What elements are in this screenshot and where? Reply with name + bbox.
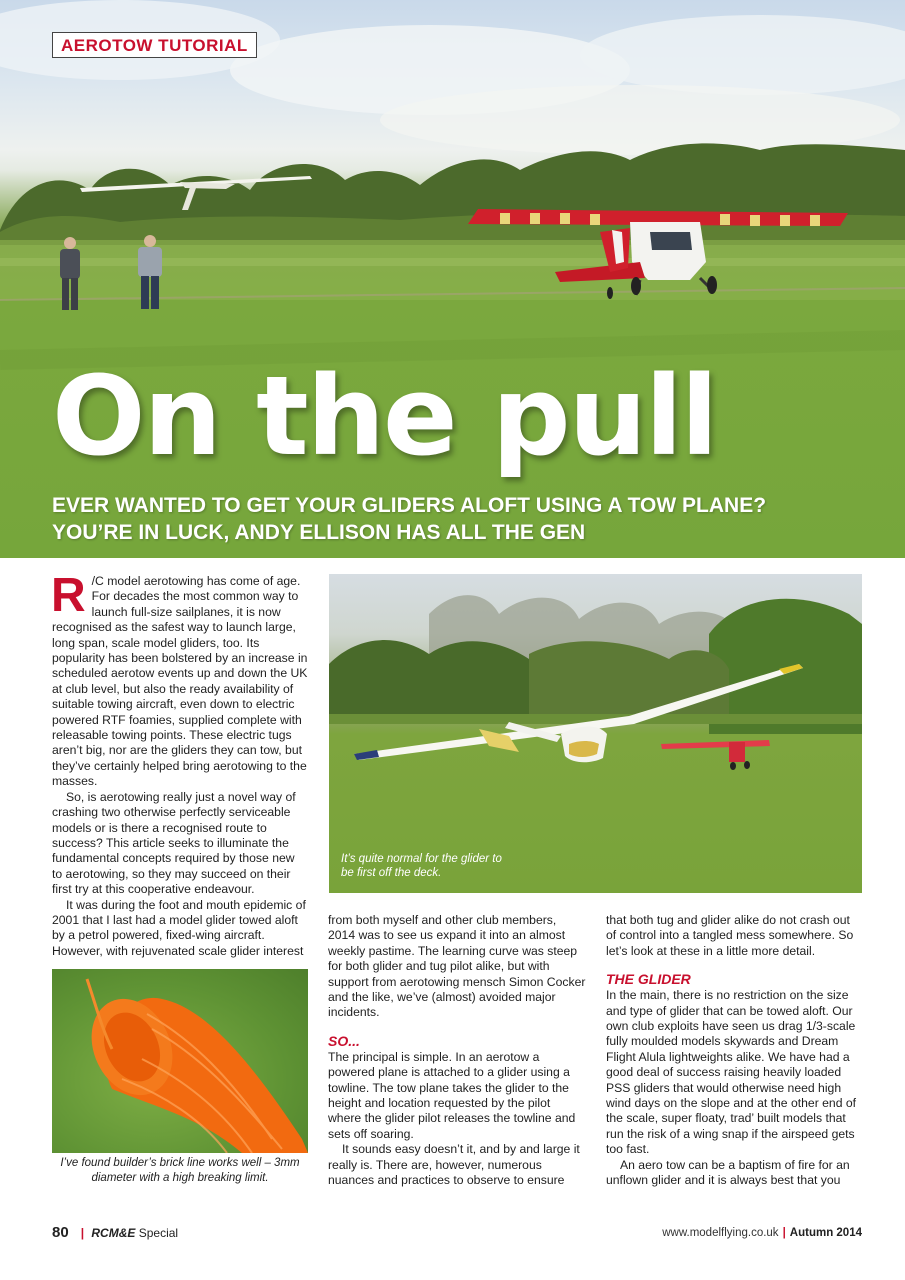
paragraph-6: It sounds easy doesn’t it, and by and large it really is. There are, however, numerous nuances and practices to observe to ensure — [328, 1142, 580, 1188]
footer-right — [662, 1227, 862, 1239]
subhead-so: SO... — [328, 1032, 360, 1049]
body-column-1 — [51, 569, 308, 959]
body-column-3 — [606, 913, 862, 1189]
rope-photo-caption: I’ve found builder’s brick line works well – 3mm diameter with a high breaking limit. — [60, 1157, 300, 1184]
footer-separator-right: | — [782, 1227, 786, 1239]
subhead-the-glider: THE GLIDER — [606, 971, 691, 988]
paragraph-2: So, is aerotowing really just a novel way of crashing two otherwise perfectly serviceable models or is there a recognised route to success? This article seeks to illuminate the fundamental concepts required by those new to aerotowing, so they may succeed on their first try at this cooperative endeavour. — [52, 789, 296, 897]
page-number: 80 — [52, 1224, 69, 1241]
paragraph-4: from both myself and other club members, 2014 was to see us expand it into an almost weekly pastime. The learning curve was steep for both glider and tug pilot alike, but with support from aerotowing mensch Simon Cocker and the like, we’ve (almost) avoided major incidents. — [328, 913, 586, 1020]
footer-left — [52, 1224, 178, 1241]
headline: On the pull — [52, 352, 717, 480]
glider-photo-caption: It’s quite normal for the glider to be first off the deck. — [341, 853, 502, 879]
body-column-2 — [328, 913, 586, 1189]
footer-separator: | — [80, 1226, 85, 1240]
website-url: www.modelflying.co.uk — [662, 1227, 779, 1239]
paragraph-8: In the main, there is no restriction on the size and type of glider that can be towed aloft. Our own club exploits have seen us drag 1/3-scale fully moulded models skywards and Dream Flight Alula lightweights alike. We have had a good deal of success raising heavily loaded PSS gliders that would otherwise need high wind days on the slope and at the other end of the scale, super floaty, trad’ built models that run the risk of a wing snap if the airspeed gets too fast. — [606, 988, 857, 1157]
hero-banner — [0, 0, 905, 558]
distant-tug-shape — [661, 740, 770, 770]
rope-spool-shape — [52, 969, 308, 1153]
standfirst-line-1: EVER WANTED TO GET YOUR GLIDERS ALOFT USING A TOW PLANE? — [52, 494, 767, 517]
paragraph-3: It was during the foot and mouth epidemic of 2001 that I last had a model glider towed aloft by a petrol powered, fixed-wing aircraft. However, with rejuvenated scale glider interest — [52, 897, 306, 958]
paragraph-7: that both tug and glider alike do not crash out of control into a tangled mess somewhere. So let’s look at these in a little more detail. — [606, 913, 854, 958]
issue-date: Autumn 2014 — [789, 1227, 862, 1239]
paragraph-1-text: /C model aerotowing has come of age. For decades the most common way to launch full-size sailplanes, it is now recognised as the safest way to launch large, long span, scale model gliders, too. Its popularity has been bolstered by an increase in scheduled aerotow events up and down the UK at club level, but also the ready availability of suitable towing aircraft, even down to electric powered RTF foamies, supplied complete with releasable towing points. These electric tugs aren’t big, nor are the gliders they can tow, but they’ve certainly helped bring aerotowing to the masses. — [52, 574, 308, 789]
paragraph-5: The principal is simple. In an aerotow a powered plane is attached to a glider using a towline. The tow plane takes the glider to the height and location requested by the pilot where the glider pilot releases the towline and sets off soaring. — [328, 1049, 576, 1141]
paragraph-1 — [51, 569, 308, 790]
magazine-name: RCM&E — [91, 1226, 136, 1240]
magazine-suffix: Special — [138, 1226, 179, 1240]
glider-photo — [329, 574, 862, 893]
glider-photo-scene — [329, 574, 862, 893]
standfirst — [52, 492, 882, 546]
section-tag: AEROTOW TUTORIAL — [52, 32, 257, 58]
drop-cap: R — [51, 569, 86, 622]
rope-photo — [52, 969, 308, 1153]
standfirst-line-2: YOU’RE IN LUCK, ANDY ELLISON HAS ALL THE GEN — [52, 521, 586, 544]
paragraph-9: An aero tow can be a baptism of fire for an unflown glider and it is always best that you — [606, 1157, 850, 1188]
